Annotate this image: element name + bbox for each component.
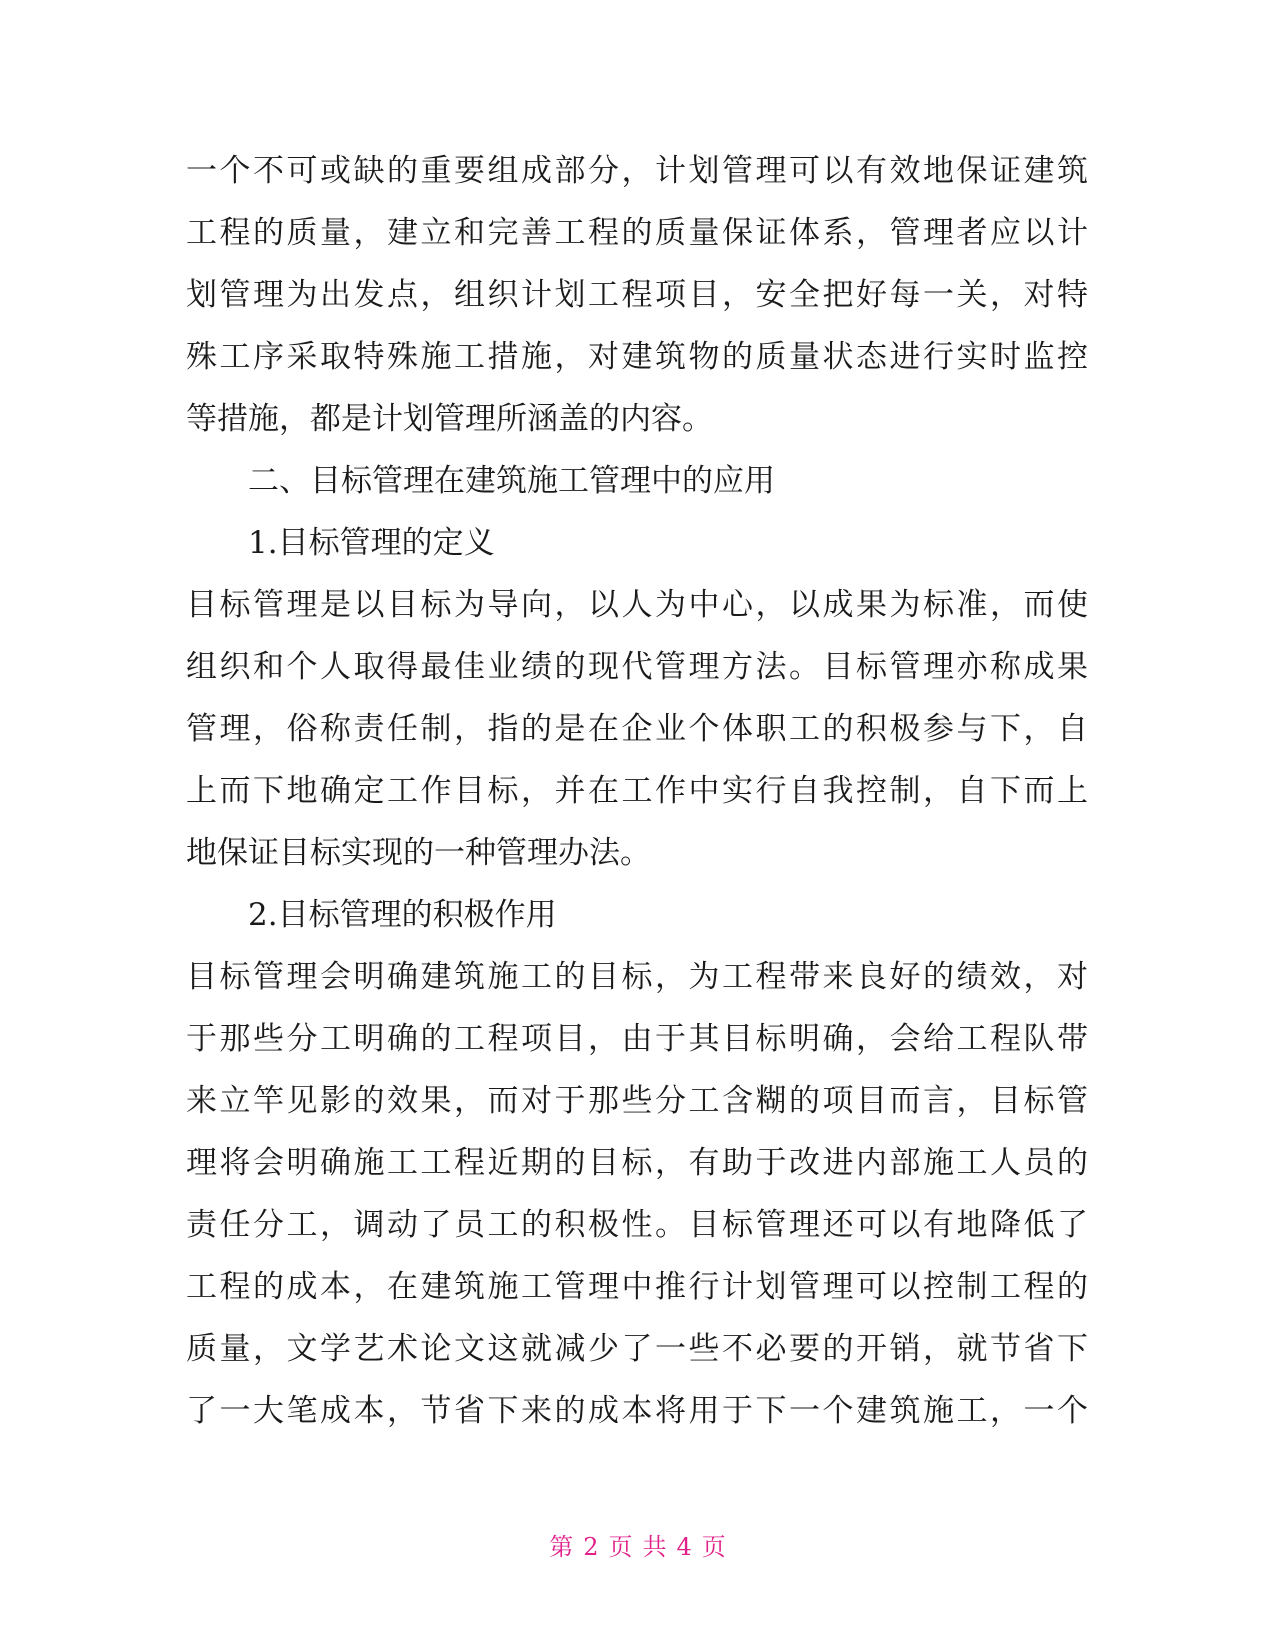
body-line: 等措施，都是计划管理所涵盖的内容。: [186, 401, 713, 437]
body-line: 工程的成本，在建筑施工管理中推行计划管理可以控制工程的: [186, 1269, 1088, 1305]
body-line: 一个不可或缺的重要组成部分，计划管理可以有效地保证建筑: [186, 153, 1088, 189]
footer-suffix: 页: [701, 1533, 726, 1561]
body-line: 殊工序采取特殊施工措施，对建筑物的质量状态进行实时监控: [186, 339, 1088, 375]
footer-page-label: 页: [608, 1533, 633, 1561]
body-line: 管理，俗称责任制，指的是在企业个体职工的积极参与下，自: [186, 711, 1088, 747]
total-pages-number: 4: [676, 1533, 692, 1561]
body-line: 于那些分工明确的工程项目，由于其目标明确，会给工程队带: [186, 1021, 1088, 1057]
body-line: 了一大笔成本，节省下来的成本将用于下一个建筑施工，一个: [186, 1393, 1088, 1429]
body-line: 理将会明确施工工程近期的目标，有助于改进内部施工人员的: [186, 1145, 1088, 1181]
body-line: 工程的质量，建立和完善工程的质量保证体系，管理者应以计: [186, 215, 1088, 251]
subsection-heading: 2.目标管理的积极作用: [248, 897, 557, 933]
body-line: 目标管理是以目标为导向，以人为中心，以成果为标准，而使: [186, 587, 1088, 623]
body-line: 组织和个人取得最佳业绩的现代管理方法。目标管理亦称成果: [186, 649, 1088, 685]
body-line: 地保证目标实现的一种管理办法。: [186, 835, 651, 871]
body-line: 责任分工，调动了员工的积极性。目标管理还可以有地降低了: [186, 1207, 1088, 1243]
body-text: [186, 140, 1088, 1442]
current-page-number: 2: [583, 1533, 599, 1561]
section-heading: 二、目标管理在建筑施工管理中的应用: [248, 463, 775, 499]
footer-total-label: 共: [642, 1533, 667, 1561]
body-line: 目标管理会明确建筑施工的目标，为工程带来良好的绩效，对: [186, 959, 1088, 995]
footer-prefix: 第: [549, 1533, 574, 1561]
body-line: 划管理为出发点，组织计划工程项目，安全把好每一关，对特: [186, 277, 1088, 313]
body-line: 质量，文学艺术论文这就减少了一些不必要的开销，就节省下: [186, 1331, 1088, 1367]
body-line: 上而下地确定工作目标，并在工作中实行自我控制，自下而上: [186, 773, 1088, 809]
subsection-heading: 1.目标管理的定义: [248, 525, 495, 561]
body-line: 来立竿见影的效果，而对于那些分工含糊的项目而言，目标管: [186, 1083, 1088, 1119]
page-footer: [0, 1532, 1275, 1562]
